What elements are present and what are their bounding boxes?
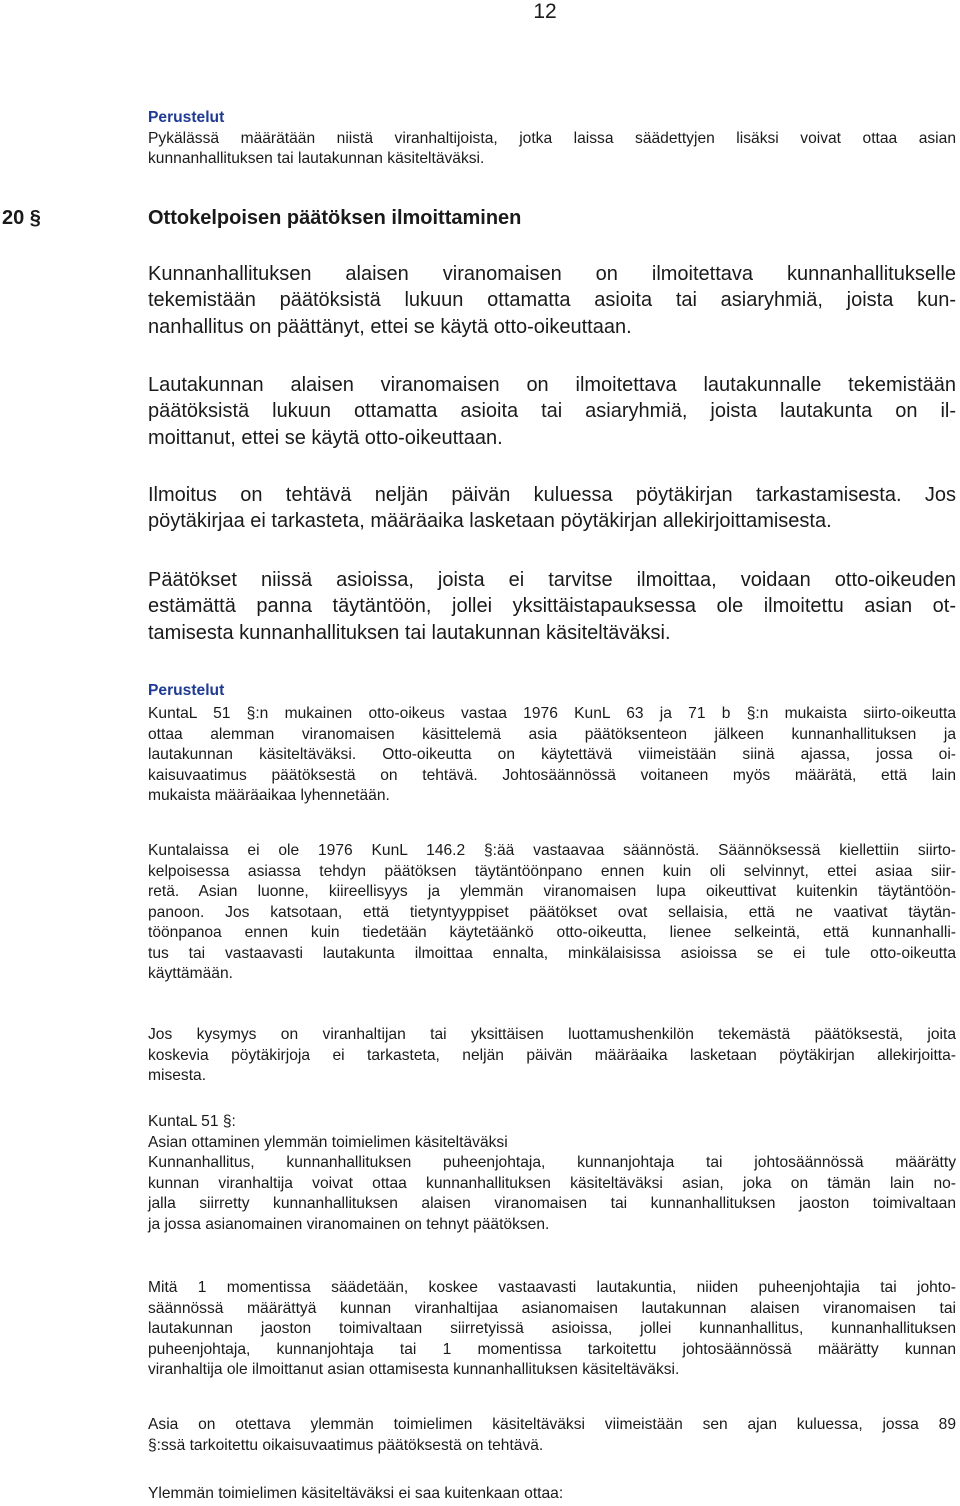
text-line: Kunnanhallitus, kunnanhallituksen puheenjohtaja, kunnanjohtaja tai johtosäännössä määrätty (148, 1154, 956, 1171)
perustelut-paragraph-6 (148, 1415, 956, 1456)
perustelut-heading-2: Perustelut (148, 682, 225, 699)
text-line: Asian ottaminen ylemmän toimielimen käsiteltäväksi (148, 1133, 508, 1151)
perustelut-paragraph-2 (148, 841, 956, 985)
paragraph-4 (148, 567, 956, 646)
perustelut-heading-1: Perustelut (148, 109, 225, 126)
text-line: KuntaL 51 §:n mukainen otto-oikeus vastaa 1976 KunL 63 ja 71 b §:n mukaista siirto-oikeutta (148, 705, 956, 722)
text-line: Ilmoitus on tehtävä neljän päivän kuluessa pöytäkirjan tarkastamisesta. Jos (148, 484, 956, 506)
perustelut-paragraph-1 (148, 704, 956, 807)
text-line: pöytäkirjaa ei tarkasteta, määräaika lasketaan pöytäkirjan allekirjoittamisesta. (148, 510, 832, 533)
text-line: Mitä 1 momentissa säädetään, koskee vastaavasti lautakuntia, niiden puheenjohtajia tai johto- (148, 1279, 956, 1296)
text-line: päätöksistä lukuun ottamatta asioita tai asiaryhmiä, joista lautakunta on il- (148, 400, 956, 423)
perustelut-block-1 (148, 108, 956, 170)
text-line: KuntaL 51 §: (148, 1113, 236, 1130)
text-line: kaisuvaatimus päätöksestä on tehtävä. Johtosäännössä voitaneen myös määrätä, että lain (148, 766, 956, 784)
text-line: estämättä panna täytäntöön, jollei yksittäistapauksessa ole ilmoitettu asian ot- (148, 595, 956, 618)
text-line: koskevia pöytäkirjoja ei tarkasteta, neljän päivän määräaika lasketaan pöytäkirjan allekirjoitta- (148, 1046, 956, 1064)
paragraph-3 (148, 482, 956, 535)
perustelut-paragraph-5 (148, 1278, 956, 1381)
text-line: tus tai vastaavasti lautakunta ilmoittaa ennalta, minkälaisissa asioissa se ei tule otto-oikeutta (148, 944, 956, 962)
text-line: panoon. Jos katsotaan, että tietyntyyppiset päätökset ovat sellaisia, että ne vaativat täytän- (148, 903, 956, 921)
text-line: puheenjohtaja, kunnanjohtaja tai 1 momentissa tarkoitettu johtosäännössä määrätty kunnan (148, 1340, 956, 1358)
text-line: Asia on otettava ylemmän toimielimen käsiteltäväksi viimeistään sen ajan kuluessa, jossa 89 (148, 1416, 956, 1433)
text-line: moittanut, ettei se käytä otto-oikeuttaan. (148, 426, 503, 449)
text-line: töönpanoa ennen kuin tiedetään käytetäänkö otto-oikeutta, lienee selkeintä, että kunnanhalli- (148, 924, 956, 941)
text-line: Ylemmän toimielimen käsiteltäväksi ei saa kuitenkaan ottaa: (148, 1485, 564, 1502)
text-line: retä. Asian luonne, kiireellisyys ja ylemmän viranomaisen lupa oikeuttivat kuitenkin täytäntöön- (148, 883, 956, 900)
text-line: lautakunnan käsiteltäväksi. Otto-oikeutta on käytettävä viimeistään siinä ajassa, jossa oi- (148, 746, 956, 763)
text-line: misesta. (148, 1067, 207, 1084)
text-line: käyttämään. (148, 965, 233, 982)
text-line: tekemistään päätöksistä lukuun ottamatta asioita tai asiaryhmiä, joista kun- (148, 289, 956, 312)
text-line: kunnan viranhaltija voivat ottaa kunnanhallituksen käsiteltäväksi asian, joka on tämän lain no- (148, 1174, 956, 1192)
text-line: Pykälässä määrätään niistä viranhaltijoista, jotka laissa säädettyjen lisäksi voivat ottaa asian (148, 129, 956, 147)
text-line: ja jossa asianomainen viranomainen on tehnyt päätöksen. (148, 1215, 550, 1233)
text-line: säännössä määrättyä kunnan viranhaltijaa asianomaisen lautakunnan alaisen viranomaisen tai (148, 1299, 956, 1317)
text-line: Jos kysymys on viranhaltijan tai yksittäisen luottamushenkilön tekemästä päätöksestä, joita (148, 1026, 956, 1043)
section-number: 20 § (2, 207, 41, 229)
text-line: nanhallitus on päättänyt, ettei se käytä otto-oikeuttaan. (148, 315, 632, 338)
text-line: ottaa alemman viranomaisen käsittelemä asia päätöksenteon jälkeen kunnanhallituksen ja (148, 725, 956, 743)
text-line: viranhaltija ole ilmoittanut asian ottamisesta kunnanhallituksen käsiteltäväksi. (148, 1361, 680, 1378)
text-line: Kuntalaissa ei ole 1976 KunL 146.2 §:ää vastaavaa säännöstä. Säännöksessä kiellettiin siirto- (148, 842, 956, 859)
text-line: jalla siirretty kunnanhallituksen alaisen viranomaisen tai kunnanhallituksen jaoston toimivaltaan (148, 1195, 956, 1212)
perustelut-block-2 (148, 681, 956, 702)
text-line: §:ssä tarkoitettu oikaisuvaatimus päätöksestä on tehtävä. (148, 1436, 544, 1454)
text-line: Lautakunnan alaisen viranomaisen on ilmoitettava lautakunnalle tekemistään (148, 374, 956, 396)
text-line: lautakunnan jaoston toimivaltaan siirretyissä asioissa, jollei kunnanhallitus, kunnanhallituksen (148, 1320, 956, 1337)
paragraph-1 (148, 261, 956, 340)
text-line: tamisesta kunnanhallituksen tai lautakunnan käsiteltäväksi. (148, 621, 671, 644)
perustelut-paragraph-7 (148, 1484, 956, 1505)
page-number: 12 (533, 0, 557, 23)
paragraph-2 (148, 372, 956, 451)
section-title: Ottokelpoisen päätöksen ilmoittaminen (148, 207, 522, 229)
text-line: Kunnanhallituksen alaisen viranomaisen on ilmoitettava kunnanhallitukselle (148, 263, 956, 285)
perustelut-paragraph-3 (148, 1025, 956, 1087)
text-line: Päätökset niissä asioissa, joista ei tarvitse ilmoittaa, voidaan otto-oikeuden (148, 569, 956, 591)
text-line: kunnanhallituksen tai lautakunnan käsiteltäväksi. (148, 150, 485, 167)
text-line: kelpoisessa asiassa tehdyn päätöksen täytäntöönpano ennen kuin oli selvinnyt, ettei asiaa siir- (148, 862, 956, 880)
perustelut-paragraph-4 (148, 1112, 956, 1235)
text-line: mukaista määräaikaa lyhennetään. (148, 787, 390, 804)
